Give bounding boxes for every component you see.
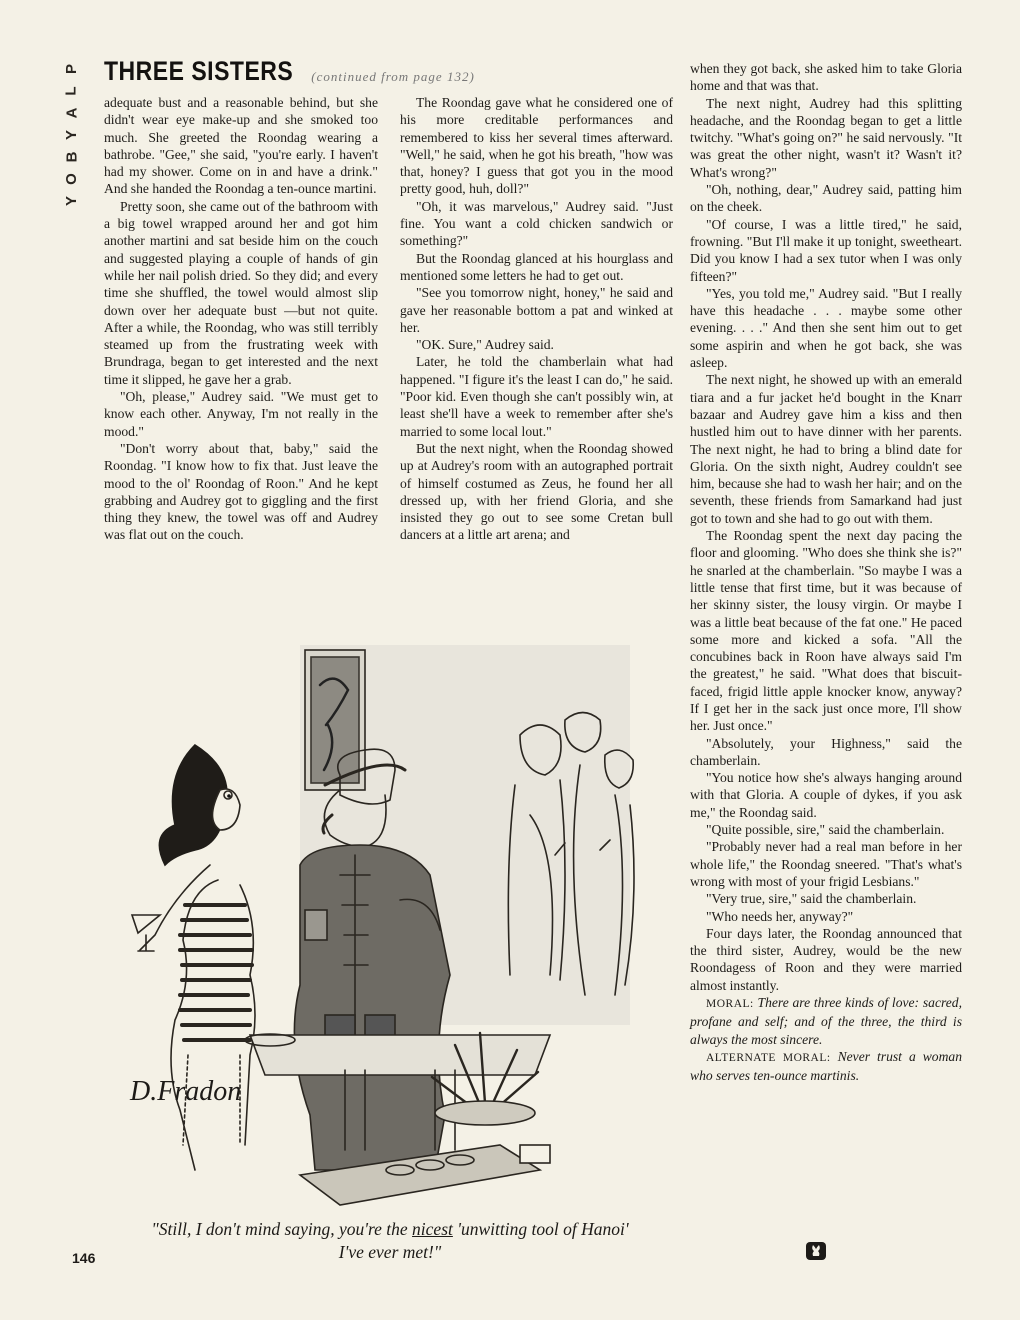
magazine-name-letter: P [62,63,80,75]
article-title: THREE SISTERS [104,55,294,86]
artist-signature: D.Fradon [130,1076,242,1107]
magazine-name-letter: O [62,173,80,185]
paragraph: But the Roondag glanced at his hourglass and mentioned some letters he had to get out. [400,250,673,283]
magazine-name-vertical [58,58,86,212]
paragraph: "OK. Sure," Audrey said. [416,337,554,353]
paragraph: But the next night, when the Roondag showed up at Audrey's room with an autographed portrait of himself costumed as Zeus, he found her all dressed up, with her friend Gloria, and she insisted they go out to see some Cretan bull dancers at a little art arena; and [400,440,673,543]
paragraph: "Don't worry about that, baby," said the Roondag. "I know how to fix that. Just leave the mood to the ol' Roondag of Roon." And he kept grabbing and Audrey got to giggling and the first thing they knew, the towel was off and Audrey was flat out on the couch. [104,440,378,543]
text-column-3 [690,60,962,1085]
paragraph: The next night, he showed up with an emerald tiara and a fur jacket he'd bought in the Knarr bazaar and Audrey gave him a kiss and then hustled him out to have dinner with her parents. The next night, he had to bring a blind date for Gloria. On the sixth night, Audrey couldn't see him, because she had to wash her hair; and on the seventh, these friends from Samarkand had just got to town and she had to go out with them. [690,372,962,526]
magazine-name-letter: Y [62,195,80,207]
article-header [104,55,475,92]
cartoon-illustration [100,615,675,1220]
paragraph: Later, he told the chamberlain what had happened. "I figure it's the least I can do," he said. "Poor kid. Even though she can't possibly win, at least she'll have a week to remember after she's married to some local lout." [400,354,673,439]
moral-label: MORAL: [706,998,754,1011]
paragraph: The next night, Audrey had this splitting headache, and the Roondag began to get a little twitchy. "What's going on?" he said nervously. "It was great the other night, wasn't it? Wasn't it? What's wrong?" [690,95,962,180]
magazine-name-letter: A [63,107,80,119]
paragraph: "Very true, sire," said the chamberlain. [706,891,917,907]
moral-paragraph [690,994,962,1048]
paragraph: Pretty soon, she came out of the bathroom with a big towel wrapped around her and got him another martini and sat beside him on the couch and suggested playing a couple of hands of gin while her nail polish dried. So they did; and every time she shuffled, the towel would almost slip down over her adequate bust —but not quite. After a while, the Roondag, who was still terribly steamed up from the frustrating week with Brundraga, began to get interested and the next time it slipped, he gave her a grab. [104,198,378,387]
caption-text-1: "Still, I don't mind saying, you're the [151,1219,413,1239]
alternate-moral-label: ALTERNATE MORAL: [706,1051,831,1064]
continued-note: (continued from page 132) [311,69,475,84]
paragraph: "Absolutely, your Highness," said the chamberlain. [690,735,962,768]
paragraph: when they got back, she asked him to take Gloria home and that was that. [690,61,962,94]
caption-text-2: 'unwitting tool of Hanoi' I've ever met!" [338,1219,629,1262]
magazine-name-letter: B [63,151,80,163]
moral-text: There are three kinds of love: sacred, profane and self; and of the three, the third is always the most sincere. [690,995,962,1047]
alternate-moral-paragraph [690,1048,962,1085]
paragraph: "You notice how she's always hanging around with that Gloria. A couple of dykes, if you ask me," the Roondag said. [690,770,962,820]
page-number: 146 [72,1250,96,1266]
caption-underlined-word: nicest [412,1219,453,1239]
paragraph: Four days later, the Roondag announced that the third sister, Audrey, would be the new Roondagess of Roon and they were married almost instantly. [690,925,962,993]
paragraph: adequate bust and a reasonable behind, but she didn't wear eye make-up and she smoked too much. She greeted the Roondag wearing a bathrobe. "Gee," she said, "you're early. I haven't had my shower. Come on in and have a drink." And she handed the Roondag a ten-ounce martini. [104,95,378,197]
cartoon-caption [150,1218,630,1264]
text-column-1 [104,94,378,544]
paragraph: "Oh, it was marvelous," Audrey said. "Just fine. You want a cold chicken sandwich or something?" [400,198,673,249]
paragraph: The Roondag spent the next day pacing the floor and glooming. "Who does she think she is?" he snarled at the chamberlain. "So maybe I was a little tense that first time, but it was because of her skinny sister, the lousy virgin. Or maybe I was a little beat because of the fat one." He paced some more and kicked a sofa. "All the concubines back in Roon have always said I'm the greatest," he said. "What does that biscuit-faced, frigid little apple knocker know, anyway? If I get her in the sack just once more, I'll show her. Just once." [690,528,962,734]
paragraph: "Quite possible, sire," said the chamberlain. [706,822,945,838]
alternate-moral-text: Never trust a woman who serves ten-ounce martinis. [690,1048,963,1084]
text-column-2 [400,94,673,544]
rabbit-end-mark-icon [806,1242,826,1260]
paragraph: "Yes, you told me," Audrey said. "But I really have this headache . . . maybe some other evening. . . ." And then she sent him out to get some aspirin and when he got back, she was asleep. [690,285,962,371]
paragraph: "Oh, nothing, dear," Audrey said, patting him on the cheek. [690,182,962,215]
magazine-name-letter: L [62,86,80,96]
paragraph: "Oh, please," Audrey said. "We must get to know each other. Anyway, I'm not really in the mood." [104,389,378,439]
magazine-name-letter: Y [62,129,80,141]
paragraph: "See you tomorrow night, honey," he said and gave her reasonable bottom a pat and winked at her. [400,285,673,335]
paragraph: "Who needs her, anyway?" [706,908,854,924]
paragraph: "Probably never had a real man before in her whole life," the Roondag sneered. "That's what's wrong with most of your frigid Lesbians." [690,839,962,889]
paragraph: The Roondag gave what he considered one of his more creditable performances and remembered to kiss her several times afterward. "Well," he said, when he got his breath, "how was that, honey? I guess that got you in the mood pretty good, huh, doll?" [400,95,673,197]
paragraph: "Of course, I was a little tired," he said, frowning. "But I'll make it up tonight, sweetheart. Did you know I had a sex tutor when I was only fifteen?" [690,216,962,284]
